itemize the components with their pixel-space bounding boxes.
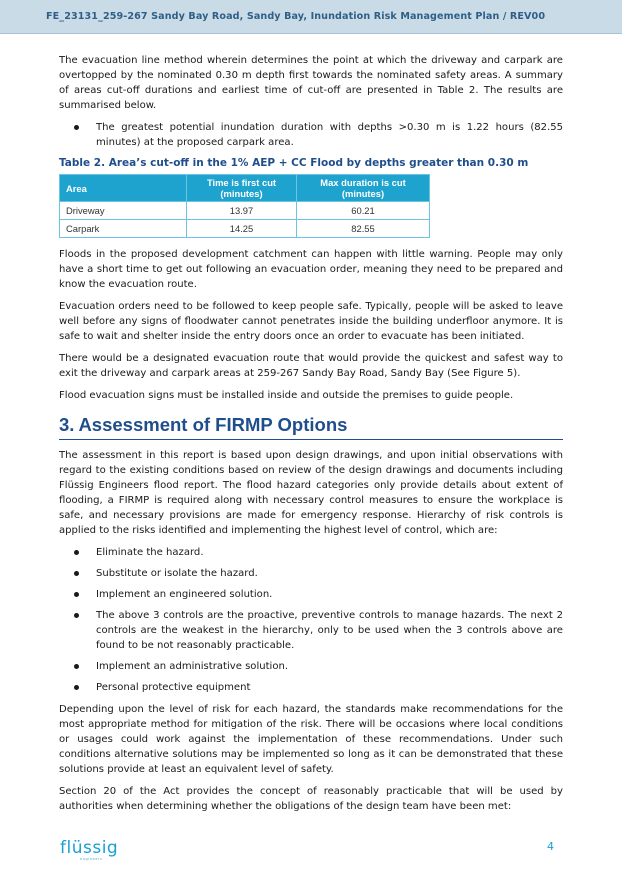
table-row (60, 202, 430, 220)
list-item: Implement an administrative solution. (59, 659, 563, 674)
paragraph-section-20: Section 20 of the Act provides the concept of reasonably practicable that will be used by authorities when determining whether the obligations of the design team have been met: (59, 786, 563, 812)
bullet-list-summary (59, 120, 563, 150)
bullet-list-controls (59, 545, 563, 695)
paragraph-evacuation-method: The evacuation line method wherein determines the point at which the driveway and carpark are overtopped by the nominated 0.30 m depth first towards the nominated safety areas. A summary of areas cut-off durations and earliest time of cut-off are presented in Table 2. The results are summarised below. (59, 55, 563, 111)
paragraph-evacuation-orders: Evacuation orders need to be followed to keep people safe. Typically, people will be asked to leave well before any signs of floodwater cannot penetrates inside the building underfloor anymore. It is safe to wait and shelter inside the entry doors once an order to evacuate has been initiated. (59, 301, 563, 342)
flussig-logo-subtext: engineers (80, 857, 103, 861)
table-cell-first-cut: 13.97 (187, 202, 297, 220)
list-item: The above 3 controls are the proactive, preventive controls to manage hazards. The next 2 controls are the weakest in the hierarchy, only to be used when the 3 controls above are found to be not reasonably practicable. (59, 608, 563, 653)
table-cell-first-cut: 14.25 (187, 220, 297, 238)
table-header-max-duration: Max duration is cut (minutes) (297, 175, 430, 202)
list-item: Substitute or isolate the hazard. (59, 566, 563, 581)
paragraph-floods-warning: Floods in the proposed development catchment can happen with little warning. People may only have a short time to get out following an evacuation order, meaning they need to be prepared and know the evacuation route. (59, 249, 563, 290)
list-item: Eliminate the hazard. (59, 545, 563, 560)
table-caption: Table 2. Area’s cut-off in the 1% AEP + CC Flood by depths greater than 0.30 m (59, 157, 529, 169)
section-heading (59, 414, 563, 440)
paragraph-evacuation-route: There would be a designated evacuation route that would provide the quickest and safest way to exit the driveway and carpark areas at 259-267 Sandy Bay Road, Sandy Bay (See Figure 5). (59, 353, 563, 379)
page-number: 4 (547, 840, 554, 853)
bullet-item: The greatest potential inundation duration with depths >0.30 m is 1.22 hours (82.55 minutes) at the proposed carpark area. (59, 120, 563, 150)
table-cell-max-duration: 60.21 (297, 202, 430, 220)
section-number: 3. (59, 414, 75, 435)
table-row (60, 220, 430, 238)
list-item: Implement an engineered solution. (59, 587, 563, 602)
flussig-logo: flüssig (60, 838, 119, 858)
page-content (59, 53, 563, 821)
table-cell-area: Carpark (60, 220, 187, 238)
table-cell-max-duration: 82.55 (297, 220, 430, 238)
paragraph-risk-mitigation: Depending upon the level of risk for each hazard, the standards make recommendations for the most appropriate method for mitigation of the risk. There will be occasions where local conditions or usages could work against the implementation of these recommendations. Under such conditions alternative solutions may be implemented so long as it can be demonstrated that these solutions provide at least an equivalent level of safety. (59, 704, 563, 775)
page-header (0, 0, 622, 34)
table-cell-area: Driveway (60, 202, 187, 220)
table-header-first-cut: Time is first cut (minutes) (187, 175, 297, 202)
section-title: Assessment of FIRMP Options (78, 414, 348, 435)
table-header-area: Area (60, 175, 187, 202)
list-item: Personal protective equipment (59, 680, 563, 695)
paragraph-evacuation-signs: Flood evacuation signs must be installed inside and outside the premises to guide people. (59, 390, 514, 401)
table-header-row (60, 175, 430, 202)
header-title: FE_23131_259-267 Sandy Bay Road, Sandy Bay, Inundation Risk Management Plan / REV00 (46, 11, 546, 22)
cutoff-table (59, 174, 430, 238)
paragraph-assessment-intro: The assessment in this report is based upon design drawings, and upon initial observations with regard to the existing conditions based on review of the design drawings and documents including Flüssig Engineers flood report. The flood hazard categories only provide details about extent of flooding, a FIRMP is required along with necessary control measures to ensure the workplace is safe, and necessary provisions are made for emergency response. Hierarchy of risk controls is applied to the risks identified and implementing the highest level of control, which are: (59, 450, 563, 536)
